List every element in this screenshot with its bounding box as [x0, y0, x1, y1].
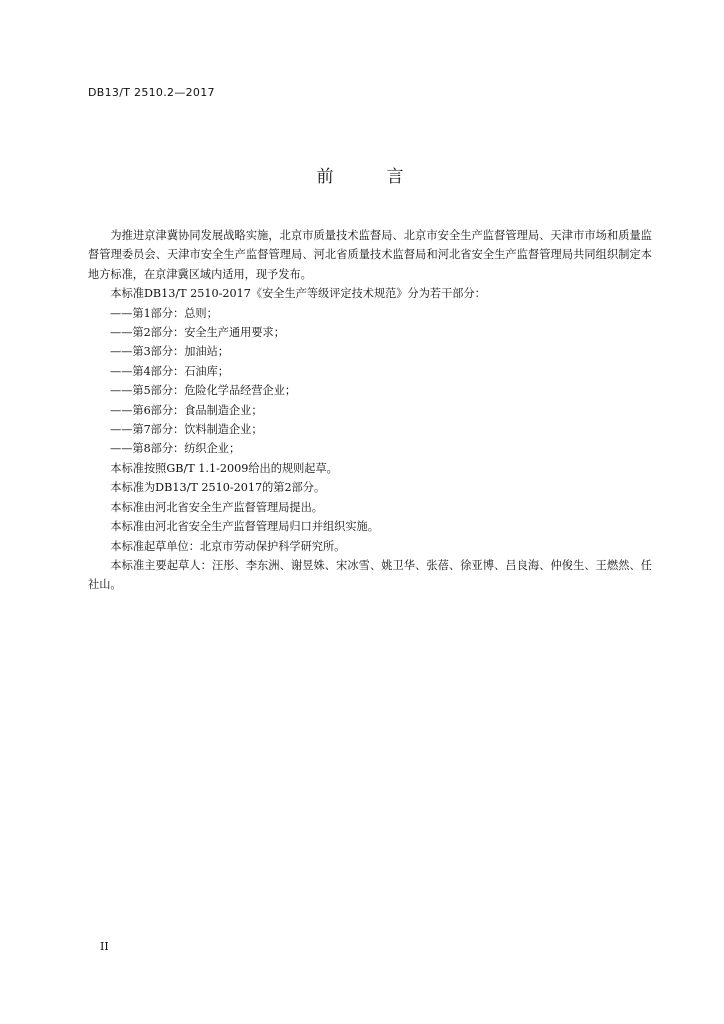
list-item: ——第7部分：饮料制造企业； — [110, 423, 263, 437]
foreword-body — [88, 226, 652, 595]
page-title: 前 言 — [316, 167, 422, 187]
drafters-paragraph: 本标准主要起草人：汪彤、李东洲、谢昱姝、宋冰雪、姚卫华、张蓓、徐亚博、吕良海、仲俊生、王燃然、任社山。 — [88, 558, 652, 592]
list-item: ——第6部分：食品制造企业； — [110, 403, 263, 417]
list-item: ——第8部分：纺织企业； — [110, 442, 241, 456]
drafting-rules-paragraph: 本标准按照GB/T 1.1-2009给出的规则起草。 — [110, 461, 338, 475]
list-item: ——第5部分：危险化学品经营企业； — [110, 384, 297, 398]
list-item: ——第4部分：石油库； — [110, 364, 229, 378]
proposer-paragraph: 本标准由河北省安全生产监督管理局提出。 — [110, 500, 323, 514]
drafting-unit-paragraph: 本标准起草单位：北京市劳动保护科学研究所。 — [110, 539, 346, 553]
intro-paragraph: 为推进京津冀协同发展战略实施，北京市质量技术监督局、北京市安全生产监督管理局、天津市市场和质量监督管理委员会、天津市安全生产监督管理局、河北省质量技术监督局和河北省安全生产监督管理局共同组织制定本地方标准，在京津冀区域内适用，现予发布。 — [88, 229, 652, 281]
list-item: ——第2部分：安全生产通用要求； — [110, 326, 285, 340]
part-number-paragraph: 本标准为DB13/T 2510-2017的第2部分。 — [110, 481, 326, 495]
administrator-paragraph: 本标准由河北省安全生产监督管理局归口并组织实施。 — [110, 520, 379, 534]
list-item: ——第3部分：加油站； — [110, 345, 229, 359]
parts-intro-paragraph: 本标准DB13/T 2510-2017《安全生产等级评定技术规范》分为若干部分： — [110, 287, 486, 301]
page-number: II — [100, 940, 109, 953]
document-id: DB13/T 2510.2—2017 — [88, 86, 215, 99]
list-item: ——第1部分：总则； — [110, 306, 218, 320]
